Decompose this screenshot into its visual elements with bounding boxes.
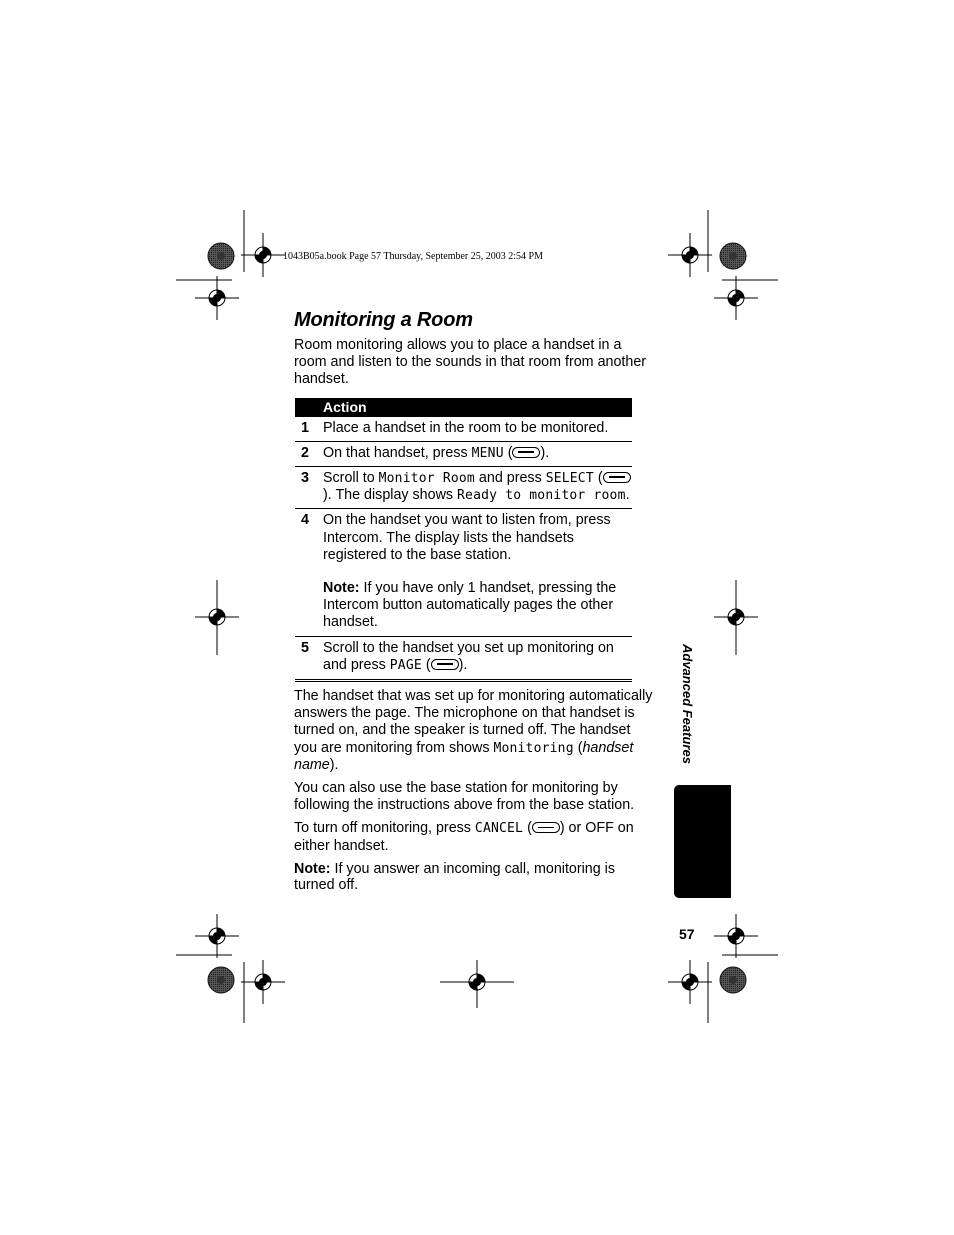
- softkey-icon: [532, 822, 560, 833]
- display-text-cancel: CANCEL: [474, 821, 524, 837]
- softkey-icon: [603, 472, 631, 483]
- body-paragraph-3: To turn off monitoring, press CANCEL ( ) or OFF on either handset.: [294, 820, 634, 854]
- table-header-action: Action: [323, 398, 632, 417]
- step-text: Scroll to the handset you set up monitoring on and press PAGE ( ).: [323, 636, 632, 680]
- body-paragraph-2: You can also use the base station for monitoring by following the instructions above from the base station.: [294, 780, 635, 814]
- step-text-part: Scroll to the handset you set up monitoring on and press: [323, 639, 614, 673]
- table-row: [295, 417, 632, 442]
- body-note: [294, 861, 656, 893]
- paragraph-text: ) or OFF on either handset.: [294, 820, 634, 854]
- step-text-part: and press: [474, 470, 546, 487]
- step-number: 2: [295, 441, 323, 466]
- display-text-monitor-room: Monitor Room: [378, 471, 475, 487]
- step-number: 1: [295, 417, 323, 442]
- step-text-part: ). The display shows: [323, 487, 458, 504]
- display-text-menu: MENU: [471, 445, 504, 461]
- step-text-part: On that handset, press: [323, 444, 472, 461]
- step-text-part: .: [625, 487, 630, 504]
- display-text-ready: Ready to monitor room: [457, 488, 626, 504]
- step-text-part: On the handset you want to listen from, press Intercom. The display lists the handsets registered to the base station.: [323, 512, 611, 563]
- body-paragraph-1: The handset that was set up for monitoring automatically answers the page. The microphone on that handset is turned on, and the speaker is turned off. The handset you are monitoring from shows Monitoring (handset name).: [294, 688, 653, 773]
- step-text-part: ).: [458, 656, 468, 673]
- display-text-page: PAGE: [389, 657, 422, 673]
- step-text: On that handset, press MENU ( ).: [323, 441, 632, 466]
- intro-paragraph: Room monitoring allows you to place a handset in a room and listen to the sounds in that room from another handset.: [294, 337, 647, 388]
- note-label: Note:: [323, 580, 360, 597]
- note-text: If you have only 1 handset, pressing the Intercom button automatically pages the other handset.: [323, 580, 617, 631]
- action-table: [295, 398, 632, 682]
- page-number: 57: [679, 926, 695, 942]
- step-number: 3: [295, 467, 323, 509]
- step-text: [323, 509, 632, 636]
- step-text: Scroll to Monitor Room and press SELECT (). The display shows Ready to monitor room.: [323, 467, 632, 509]
- note-text: If you answer an incoming call, monitoring is turned off.: [294, 860, 616, 893]
- table-header-spacer: [295, 398, 323, 417]
- step-text-part: Scroll to: [323, 470, 379, 487]
- note-label: Note:: [294, 860, 331, 877]
- table-row: [295, 509, 632, 636]
- table-row: [295, 467, 632, 509]
- main-content: [294, 308, 656, 893]
- step-text-part: ).: [540, 444, 550, 461]
- softkey-icon: [512, 447, 540, 458]
- step-note: [323, 580, 632, 632]
- step-number: 4: [295, 509, 323, 636]
- step-number: 5: [295, 636, 323, 680]
- section-title: Monitoring a Room: [294, 309, 473, 331]
- step-text: Place a handset in the room to be monitored.: [323, 417, 632, 442]
- chapter-side-label: Advanced Features: [680, 644, 695, 764]
- table-row: [295, 636, 632, 680]
- display-text-monitoring: Monitoring: [493, 740, 574, 756]
- chapter-tab-marker: [674, 785, 731, 898]
- display-text-select: SELECT: [545, 471, 594, 487]
- print-file-info: 1043B05a.book Page 57 Thursday, September 25, 2003 2:54 PM: [283, 251, 543, 262]
- italic-handset-name: handset name: [294, 739, 634, 773]
- paragraph-text: To turn off monitoring, press: [294, 820, 475, 837]
- table-row: [295, 441, 632, 466]
- softkey-icon: [431, 659, 459, 670]
- paragraph-text: The handset that was set up for monitoring automatically answers the page. The microphone on that handset is turned on, and the speaker is turned off. The handset you are monitoring from shows: [294, 688, 653, 756]
